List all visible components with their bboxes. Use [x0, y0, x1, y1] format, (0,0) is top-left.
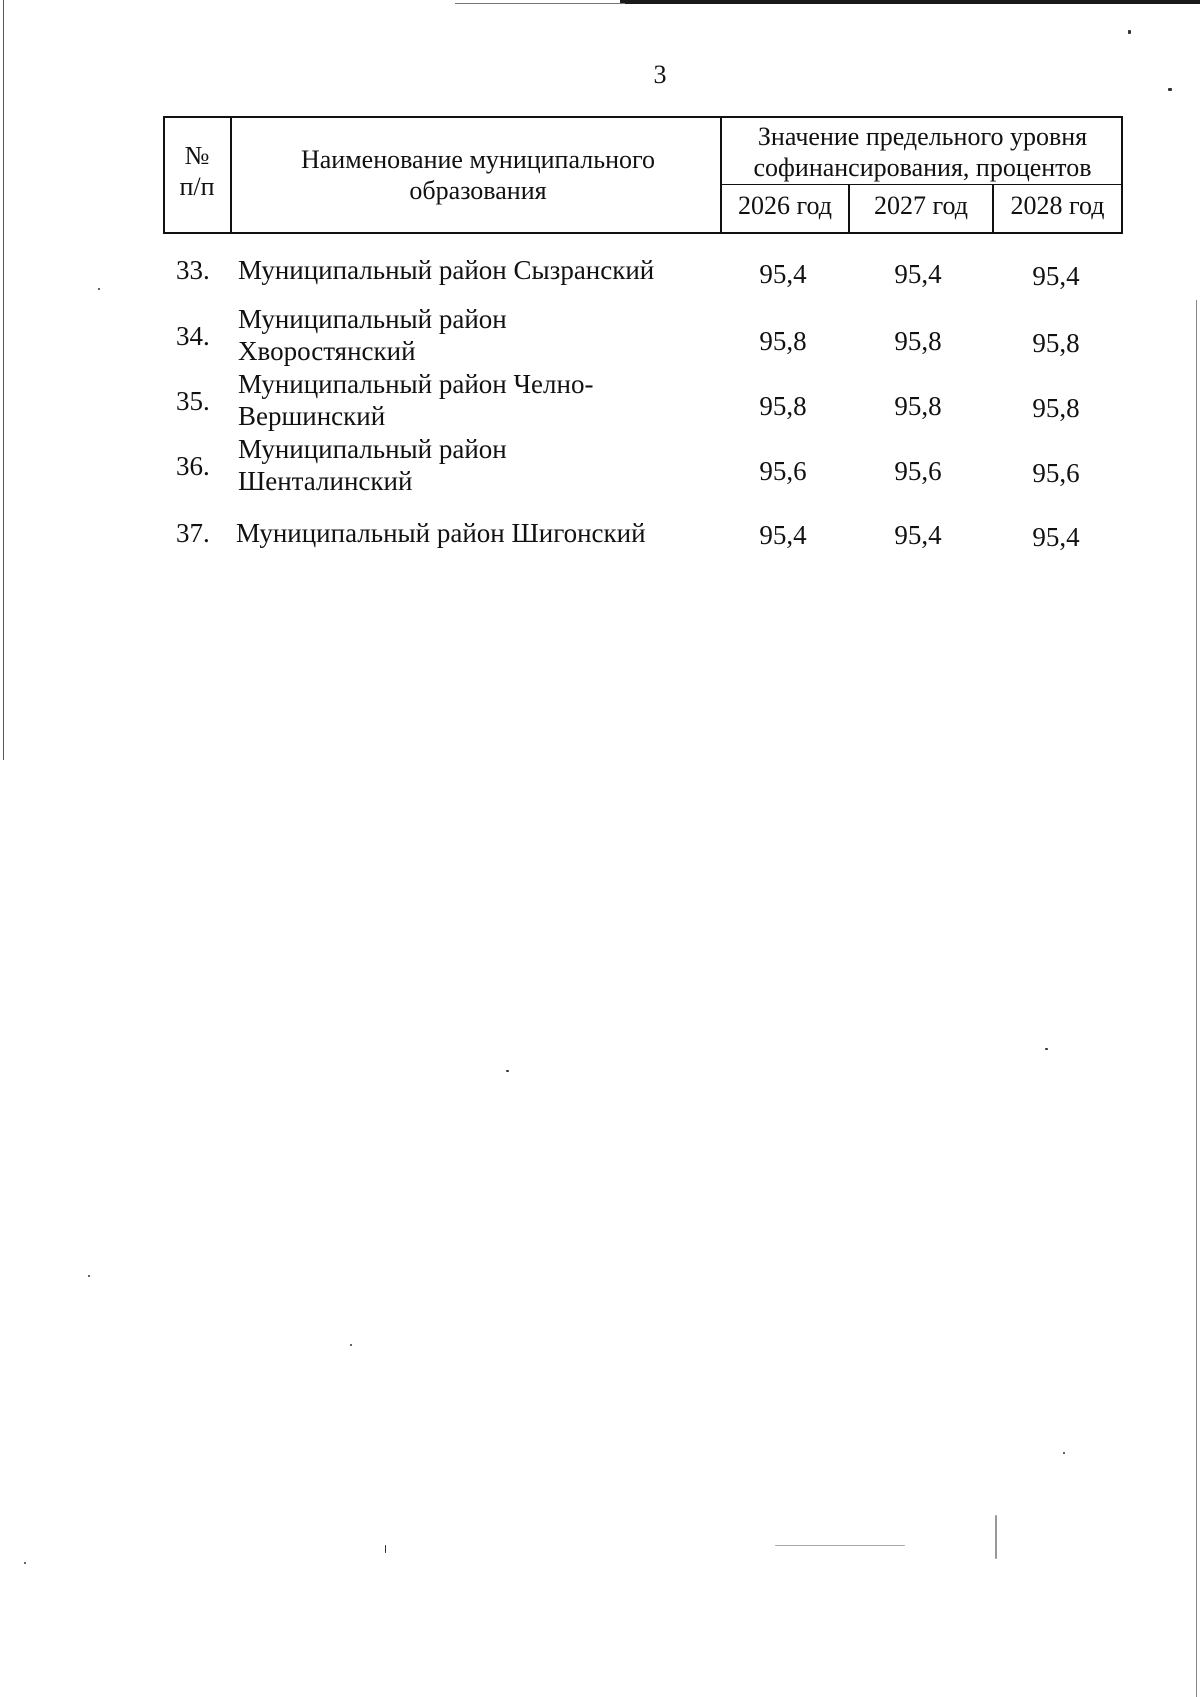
value-2028: 95,8 [1032, 393, 1080, 423]
value-2026: 95,6 [759, 456, 807, 486]
scan-edge-top-thin [455, 3, 625, 4]
table-header [163, 116, 1123, 234]
header-group-divider [720, 184, 1123, 185]
header-top-border [163, 116, 1123, 118]
value-2027: 95,8 [894, 326, 942, 356]
value-2026: 95,4 [759, 520, 807, 550]
scan-speck [775, 1545, 905, 1546]
scan-speck [350, 1344, 352, 1346]
value-2027: 95,6 [894, 456, 942, 486]
header-left-border [163, 116, 165, 234]
municipality-name: Муниципальный район Сызранский [238, 255, 655, 285]
scan-speck [995, 1515, 997, 1559]
header-bottom-border [163, 232, 1123, 234]
value-2026: 95,8 [759, 326, 807, 356]
scan-speck [1063, 1452, 1065, 1454]
municipality-name: Муниципальный район Челно-Вершинский [238, 369, 594, 431]
value-2028: 95,6 [1032, 458, 1080, 488]
value-2028: 95,8 [1032, 328, 1080, 358]
header-col-values-group: Значение предельного уровня софинансирования, процентов [753, 122, 1092, 182]
header-col-name: Наименование муниципального образования [300, 145, 656, 205]
row-number: 34. [176, 321, 210, 351]
header-divider-num [230, 116, 232, 234]
value-2026: 95,4 [759, 259, 807, 289]
scan-speck [1168, 88, 1172, 91]
municipality-name: Муниципальный район Шенталинский [238, 434, 507, 496]
scan-speck [506, 1070, 509, 1072]
scan-edge-left [3, 0, 4, 760]
scan-speck [24, 1562, 26, 1564]
scan-speck [88, 1275, 90, 1277]
page-number: 3 [653, 60, 667, 89]
row-number: 36. [176, 451, 210, 481]
value-2028: 95,4 [1032, 261, 1080, 291]
value-2027: 95,4 [894, 520, 942, 550]
scan-edge-top [620, 0, 1200, 4]
scan-speck [385, 1545, 386, 1553]
municipality-name: Муниципальный район Хворостянский [238, 304, 507, 366]
scan-edge-right [1196, 300, 1197, 1697]
municipality-name: Муниципальный район Шигонский [236, 518, 646, 548]
row-number: 35. [176, 386, 210, 416]
scan-speck [1128, 30, 1131, 34]
header-col-num: № п/п [179, 141, 215, 201]
scan-speck [98, 288, 100, 290]
value-2027: 95,4 [894, 259, 942, 289]
value-2028: 95,4 [1032, 522, 1080, 552]
header-right-border [1121, 116, 1123, 234]
header-year-2026: 2026 год [738, 191, 832, 220]
scan-speck [1045, 1048, 1048, 1050]
header-year-2028: 2028 год [1010, 191, 1105, 220]
value-2026: 95,8 [759, 391, 807, 421]
row-number: 33. [176, 255, 210, 285]
value-2027: 95,8 [894, 391, 942, 421]
row-number: 37. [176, 518, 210, 548]
header-year-2027: 2027 год [874, 191, 968, 220]
